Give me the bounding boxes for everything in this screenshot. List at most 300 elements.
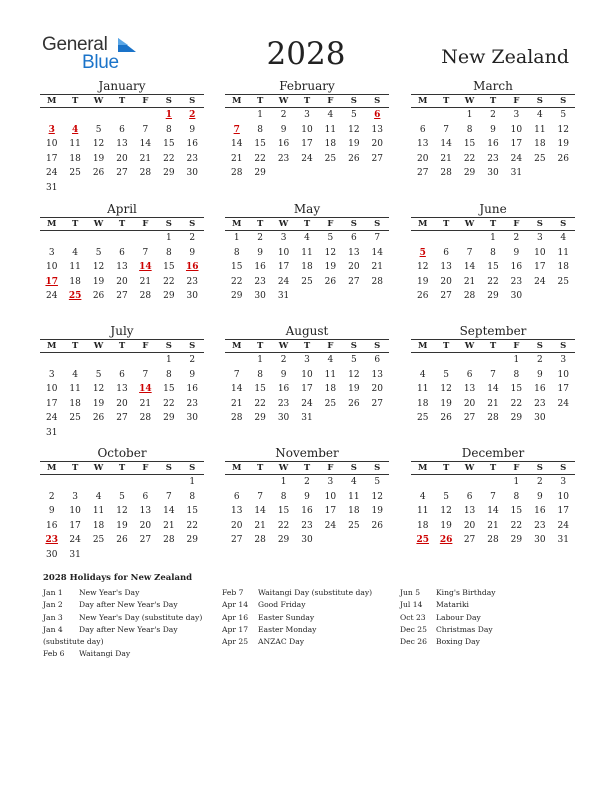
- week-row: [40, 548, 204, 563]
- day-cell: [40, 108, 63, 123]
- month-name: September: [459, 324, 527, 338]
- day-cell: 4: [304, 233, 310, 243]
- day-cell: 5: [95, 247, 102, 258]
- day-cell: [552, 411, 575, 426]
- week-row: [411, 152, 575, 167]
- holiday-date: 23: [45, 535, 58, 546]
- week-row: [411, 246, 575, 261]
- day-cell: 1: [257, 355, 263, 365]
- weekday-label: S: [350, 341, 357, 351]
- day-cell: 26: [557, 153, 569, 164]
- day-cell: [181, 181, 204, 196]
- day-cell: 31: [45, 427, 58, 438]
- day-cell: 27: [116, 413, 128, 424]
- day-cell: 25: [69, 168, 81, 179]
- day-cell: 8: [189, 491, 196, 502]
- day-cell: [411, 231, 434, 246]
- day-cell: 8: [257, 124, 263, 135]
- week-row: [40, 475, 204, 490]
- day-cell: 10: [301, 124, 313, 135]
- day-cell: 2: [280, 355, 287, 365]
- day-cell: 20: [116, 398, 128, 409]
- weekday-label: S: [536, 96, 543, 106]
- day-cell: [481, 353, 504, 368]
- day-cell: 17: [301, 384, 313, 395]
- day-cell: 9: [189, 247, 196, 258]
- day-cell: 15: [510, 384, 523, 395]
- day-cell: 19: [116, 520, 128, 531]
- day-cell: [295, 166, 318, 181]
- day-cell: 6: [466, 491, 473, 502]
- day-cell: 1: [490, 233, 496, 243]
- week-row: [225, 397, 389, 412]
- day-cell: 6: [119, 247, 125, 258]
- day-cell: 7: [142, 369, 149, 380]
- week-row: [40, 181, 204, 196]
- weekday-label: M: [418, 463, 428, 473]
- day-cell: [411, 353, 434, 368]
- day-cell: 18: [69, 398, 81, 409]
- day-cell: [40, 475, 63, 490]
- weekday-header: [40, 217, 204, 231]
- day-cell: 22: [163, 153, 175, 164]
- day-cell: 22: [254, 153, 266, 164]
- day-cell: 20: [371, 139, 383, 150]
- day-cell: 21: [230, 153, 243, 164]
- holiday-column: [43, 587, 202, 661]
- day-cell: [458, 353, 481, 368]
- day-cell: 11: [557, 247, 569, 258]
- day-cell: 24: [45, 413, 58, 424]
- day-cell: 15: [254, 384, 266, 395]
- holiday-entry-name: Matariki: [436, 600, 469, 610]
- day-cell: 26: [348, 398, 360, 409]
- day-cell: 2: [536, 355, 543, 365]
- day-cell: 30: [186, 168, 198, 179]
- holiday-entry-date: Apr 17: [222, 624, 249, 634]
- holiday-entry: [400, 599, 496, 611]
- day-cell: 11: [69, 262, 81, 273]
- week-row: [40, 260, 204, 275]
- day-cell: 3: [536, 233, 543, 243]
- holiday-entry-date: Jan 4: [43, 624, 63, 634]
- day-cell: 21: [440, 153, 452, 164]
- day-cell: 29: [163, 291, 175, 302]
- weekday-label: W: [278, 96, 289, 106]
- day-cell: [434, 475, 457, 490]
- week-row: [411, 231, 575, 246]
- day-cell: 2: [48, 491, 55, 502]
- month-name: April: [107, 202, 137, 216]
- month-name: February: [279, 79, 335, 93]
- day-cell: 9: [280, 369, 287, 380]
- day-cell: 7: [466, 247, 473, 258]
- weekday-header: [411, 94, 575, 108]
- day-cell: [319, 166, 342, 181]
- day-cell: 11: [348, 491, 360, 502]
- weekday-header: [225, 461, 389, 475]
- day-cell: 10: [45, 262, 58, 273]
- week-row: [40, 382, 204, 397]
- weekday-header: [411, 339, 575, 353]
- day-cell: 23: [487, 153, 499, 164]
- day-cell: 30: [301, 535, 313, 546]
- day-cell: 19: [557, 139, 569, 150]
- weekday-label: M: [418, 96, 428, 106]
- week-row: [40, 275, 204, 290]
- day-cell: 4: [560, 233, 567, 243]
- week-row: [40, 123, 204, 138]
- day-cell: 22: [277, 520, 290, 531]
- day-cell: 23: [534, 520, 546, 531]
- week-row: [40, 490, 204, 505]
- weekday-label: M: [232, 219, 242, 229]
- weekday-header: [40, 339, 204, 353]
- day-cell: [319, 289, 342, 304]
- week-row: [225, 260, 389, 275]
- day-cell: 11: [324, 124, 337, 135]
- weekday-label: T: [118, 219, 126, 229]
- week-row: [40, 246, 204, 261]
- month-name: November: [275, 446, 339, 460]
- week-row: [411, 519, 575, 534]
- holiday-date: 7: [233, 124, 240, 135]
- holiday-date: 14: [139, 262, 152, 273]
- day-cell: 16: [534, 506, 546, 517]
- day-cell: 15: [254, 139, 266, 150]
- day-cell: 16: [277, 139, 290, 150]
- day-cell: 20: [116, 276, 128, 287]
- weekday-label: M: [418, 219, 428, 229]
- day-cell: 9: [280, 124, 287, 135]
- day-cell: 9: [490, 124, 496, 135]
- weekday-label: W: [278, 219, 289, 229]
- day-cell: 7: [443, 124, 449, 135]
- week-row: [411, 123, 575, 138]
- holiday-entry-date: Jul 14: [400, 600, 423, 610]
- day-cell: 25: [348, 520, 360, 531]
- weekday-label: S: [536, 341, 543, 351]
- weekday-label: T: [489, 341, 497, 351]
- day-cell: [225, 108, 248, 123]
- day-cell: 2: [280, 110, 287, 120]
- holiday-date: 14: [139, 384, 152, 395]
- weekday-label: F: [513, 219, 520, 229]
- day-cell: 2: [189, 355, 196, 365]
- day-cell: 14: [163, 506, 175, 517]
- day-cell: 25: [69, 413, 81, 424]
- day-cell: [87, 548, 110, 563]
- day-cell: 24: [557, 520, 569, 531]
- week-row: [411, 382, 575, 397]
- day-cell: 31: [69, 549, 81, 560]
- day-cell: 5: [119, 491, 125, 502]
- day-cell: 31: [277, 291, 290, 302]
- day-cell: 15: [163, 262, 175, 273]
- holiday-entry: [43, 599, 202, 611]
- day-cell: [63, 475, 86, 490]
- week-row: [225, 289, 389, 304]
- weekday-label: M: [47, 341, 57, 351]
- week-row: [225, 519, 389, 534]
- week-row: [225, 504, 389, 519]
- day-cell: 9: [189, 124, 196, 135]
- day-cell: 27: [463, 535, 476, 546]
- month-february: [225, 79, 389, 181]
- day-cell: [134, 353, 157, 368]
- day-cell: 10: [69, 506, 81, 517]
- day-cell: 17: [45, 398, 58, 409]
- holiday-entry-name: New Year's Day (substitute day): [79, 612, 203, 622]
- day-cell: 14: [463, 262, 476, 273]
- day-cell: 8: [490, 247, 496, 258]
- day-cell: [157, 548, 180, 563]
- day-cell: 30: [45, 549, 58, 560]
- day-cell: 7: [233, 369, 240, 380]
- day-cell: [40, 231, 63, 246]
- day-cell: 19: [324, 262, 337, 273]
- day-cell: 30: [254, 291, 266, 302]
- month-october: [40, 446, 204, 563]
- day-cell: 12: [324, 247, 337, 258]
- day-cell: 25: [301, 276, 313, 287]
- week-row: [411, 166, 575, 181]
- day-cell: 29: [463, 168, 476, 179]
- day-cell: 14: [230, 384, 243, 395]
- day-cell: 20: [230, 520, 243, 531]
- weekday-label: M: [232, 463, 242, 473]
- week-row: [411, 475, 575, 490]
- day-cell: 8: [513, 369, 520, 380]
- day-cell: [63, 108, 86, 123]
- day-cell: 17: [69, 520, 81, 531]
- day-cell: [342, 289, 365, 304]
- day-cell: 4: [72, 369, 78, 380]
- day-cell: 9: [48, 506, 55, 517]
- day-cell: 3: [327, 477, 334, 487]
- month-name: August: [285, 324, 329, 338]
- day-cell: 31: [301, 413, 313, 424]
- week-row: [225, 353, 389, 368]
- week-row: [40, 231, 204, 246]
- day-cell: 1: [233, 233, 240, 243]
- day-cell: [110, 181, 133, 196]
- month-august: [225, 324, 389, 426]
- day-cell: 18: [324, 384, 337, 395]
- month-name: July: [110, 324, 134, 338]
- day-cell: 11: [324, 369, 337, 380]
- day-cell: 11: [301, 247, 313, 258]
- weekday-label: F: [142, 463, 149, 473]
- day-cell: [434, 108, 457, 123]
- weekday-label: S: [560, 96, 567, 106]
- day-cell: 26: [116, 535, 128, 546]
- day-cell: 20: [116, 153, 128, 164]
- logo-text-blue: Blue: [82, 52, 119, 73]
- weekday-label: W: [278, 341, 289, 351]
- holiday-entry: [222, 624, 372, 636]
- month-name: October: [97, 446, 147, 460]
- weekday-label: S: [189, 341, 196, 351]
- day-cell: 23: [186, 398, 198, 409]
- day-cell: 6: [466, 369, 473, 380]
- day-cell: 12: [92, 384, 105, 395]
- day-cell: [342, 166, 365, 181]
- day-cell: 12: [371, 491, 383, 502]
- day-cell: 13: [348, 247, 360, 258]
- holiday-entry-date: Apr 25: [222, 637, 249, 647]
- week-row: [40, 137, 204, 152]
- day-cell: 24: [510, 153, 523, 164]
- day-cell: [63, 231, 86, 246]
- day-cell: 30: [186, 413, 198, 424]
- day-cell: 11: [69, 384, 81, 395]
- day-cell: [342, 533, 365, 548]
- day-cell: 24: [534, 276, 546, 287]
- day-cell: 10: [45, 139, 58, 150]
- day-cell: 31: [45, 182, 58, 193]
- day-cell: [87, 426, 110, 441]
- day-cell: 21: [230, 398, 243, 409]
- month-november: [225, 446, 389, 548]
- day-cell: 5: [95, 369, 102, 380]
- country-name: New Zealand: [441, 46, 569, 68]
- day-cell: 3: [560, 477, 567, 487]
- day-cell: 13: [116, 139, 128, 150]
- weekday-label: T: [71, 96, 79, 106]
- day-cell: 8: [466, 124, 473, 135]
- day-cell: [134, 181, 157, 196]
- holiday-entry-name: New Year's Day: [79, 588, 140, 597]
- day-cell: 22: [487, 276, 499, 287]
- day-cell: 13: [463, 384, 476, 395]
- weekday-header: [40, 461, 204, 475]
- day-cell: 11: [416, 384, 429, 395]
- day-cell: 9: [304, 491, 310, 502]
- week-row: [411, 397, 575, 412]
- weekday-label: S: [165, 341, 172, 351]
- day-cell: [434, 353, 457, 368]
- day-cell: 13: [440, 262, 452, 273]
- weekday-label: F: [513, 463, 520, 473]
- month-april: [40, 202, 204, 304]
- day-cell: 4: [350, 477, 357, 487]
- weekday-label: T: [118, 463, 126, 473]
- day-cell: 21: [139, 276, 152, 287]
- day-cell: 13: [371, 369, 383, 380]
- day-cell: 20: [463, 398, 476, 409]
- day-cell: 3: [72, 491, 78, 502]
- day-cell: 13: [463, 506, 476, 517]
- weekday-label: W: [464, 96, 475, 106]
- weekday-label: S: [374, 96, 381, 106]
- holiday-entry-name: ANZAC Day: [258, 637, 305, 647]
- weekday-label: S: [189, 463, 196, 473]
- day-cell: 27: [116, 168, 128, 179]
- holiday-entry: [222, 636, 372, 648]
- holiday-entry: [400, 612, 496, 624]
- day-cell: 8: [257, 369, 263, 380]
- day-cell: 29: [186, 535, 198, 546]
- day-cell: 18: [69, 153, 81, 164]
- month-december: [411, 446, 575, 548]
- day-cell: 1: [280, 477, 287, 487]
- holiday-date: 6: [374, 110, 381, 120]
- weekday-label: M: [47, 463, 57, 473]
- day-cell: 13: [416, 139, 429, 150]
- day-cell: 8: [280, 491, 287, 502]
- day-cell: 27: [463, 413, 476, 424]
- day-cell: 22: [163, 276, 175, 287]
- day-cell: 8: [233, 247, 240, 258]
- week-row: [225, 490, 389, 505]
- week-row: [225, 411, 389, 426]
- weekday-label: S: [350, 463, 357, 473]
- day-cell: [110, 108, 133, 123]
- day-cell: [110, 231, 133, 246]
- weekday-label: S: [165, 219, 172, 229]
- day-cell: [225, 475, 248, 490]
- weekday-label: F: [142, 96, 149, 106]
- day-cell: 7: [142, 124, 149, 135]
- day-cell: [87, 353, 110, 368]
- day-cell: 2: [513, 233, 520, 243]
- week-row: [40, 411, 204, 426]
- weekday-label: M: [47, 96, 57, 106]
- day-cell: [434, 231, 457, 246]
- holiday-entry-name: Day after New Year's Day: [79, 600, 178, 610]
- weekday-label: F: [327, 463, 334, 473]
- holiday-entry-name: Good Friday: [258, 600, 306, 610]
- day-cell: 29: [277, 535, 290, 546]
- month-june: [411, 202, 575, 304]
- day-cell: 8: [165, 247, 172, 258]
- day-cell: 27: [440, 291, 452, 302]
- day-cell: [87, 108, 110, 123]
- day-cell: 15: [186, 506, 198, 517]
- weekday-label: T: [256, 341, 264, 351]
- day-cell: 21: [371, 262, 383, 273]
- week-row: [411, 260, 575, 275]
- day-cell: [134, 548, 157, 563]
- day-cell: [157, 426, 180, 441]
- day-cell: 16: [277, 384, 290, 395]
- day-cell: 14: [440, 139, 452, 150]
- day-cell: [366, 166, 389, 181]
- day-cell: 19: [416, 276, 429, 287]
- weekday-label: S: [374, 219, 381, 229]
- day-cell: 18: [69, 276, 81, 287]
- holidays-title: 2028 Holidays for New Zealand: [43, 573, 193, 583]
- week-row: [225, 152, 389, 167]
- week-row: [411, 108, 575, 123]
- day-cell: 14: [139, 139, 152, 150]
- holiday-entry-date: Apr 16: [222, 612, 249, 622]
- day-cell: 6: [350, 233, 357, 243]
- day-cell: 28: [371, 276, 383, 287]
- day-cell: 10: [534, 247, 546, 258]
- day-cell: 20: [139, 520, 152, 531]
- day-cell: [110, 548, 133, 563]
- day-cell: 17: [510, 139, 523, 150]
- day-cell: 27: [371, 153, 383, 164]
- day-cell: [110, 475, 133, 490]
- day-cell: [272, 166, 295, 181]
- day-cell: 30: [534, 413, 546, 424]
- weekday-header: [225, 217, 389, 231]
- day-cell: 28: [487, 413, 499, 424]
- day-cell: 28: [487, 535, 499, 546]
